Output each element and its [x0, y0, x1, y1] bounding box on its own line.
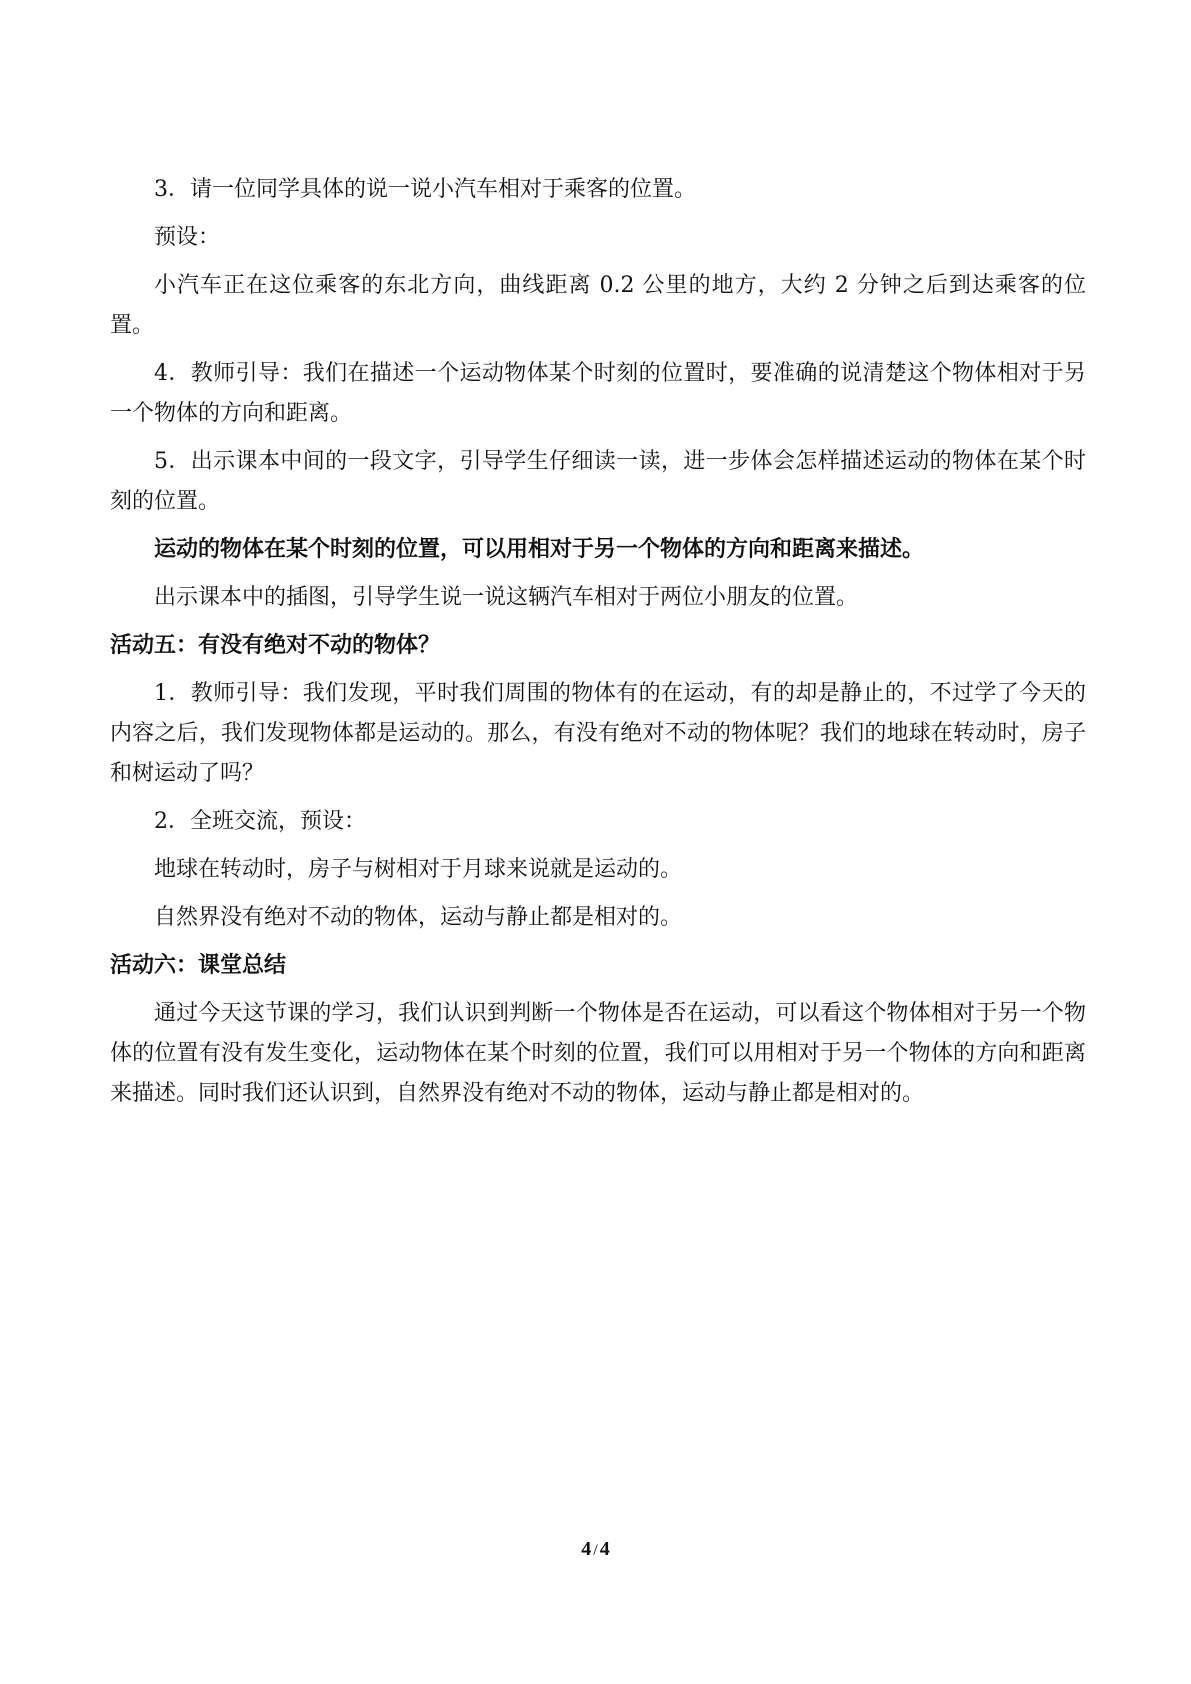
- paragraph-step-3: 3．请一位同学具体的说一说小汽车相对于乘客的位置。: [154, 177, 696, 202]
- heading-activity-5: 活动五：有没有绝对不动的物体？: [110, 633, 441, 658]
- current-page-number: 4: [581, 1538, 592, 1560]
- paragraph-preset-label: 预设：: [154, 225, 221, 250]
- heading-activity-6: 活动六：课堂总结: [110, 953, 287, 978]
- page-separator: /: [593, 1542, 598, 1559]
- paragraph-activity5-step-2: 2．全班交流，预设：: [154, 809, 366, 834]
- paragraph-key-statement: 运动的物体在某个时刻的位置，可以用相对于另一个物体的方向和距离来描述。: [154, 537, 925, 562]
- paragraph-activity5-answer-2: 自然界没有绝对不动的物体，运动与静止都是相对的。: [154, 905, 683, 930]
- paragraph-illustration: 出示课本中的插图，引导学生说一说这辆汽车相对于两位小朋友的位置。: [154, 585, 859, 610]
- paragraph-step-4: 4．教师引导：我们在描述一个运动物体某个时刻的位置时，要准确的说清楚这个物体相对于另一个物体的方向和距离。: [110, 361, 1086, 426]
- paragraph-summary: 通过今天这节课的学习，我们认识到判断一个物体是否在运动，可以看这个物体相对于另一个物体的位置有没有发生变化，运动物体在某个时刻的位置，我们可以用相对于另一个物体的方向和距离来描述。同时我们还认识到，自然界没有绝对不动的物体，运动与静止都是相对的。: [110, 1001, 1086, 1106]
- paragraph-preset-answer: 小汽车正在这位乘客的东北方向，曲线距离 0.2 公里的地方，大约 2 分钟之后到达乘客的位置。: [110, 273, 1086, 338]
- paragraph-step-5: 5．出示课本中间的一段文字，引导学生仔细读一读，进一步体会怎样描述运动的物体在某个时刻的位置。: [110, 449, 1086, 514]
- total-page-number: 4: [599, 1538, 610, 1560]
- paragraph-activity5-step-1: 1．教师引导：我们发现，平时我们周围的物体有的在运动，有的却是静止的，不过学了今天的内容之后，我们发现物体都是运动的。那么，有没有绝对不动的物体呢？我们的地球在转动时，房子和树运动了吗？: [110, 681, 1086, 786]
- page-number: [0, 1538, 1191, 1561]
- paragraph-activity5-answer-1: 地球在转动时，房子与树相对于月球来说就是运动的。: [154, 857, 683, 882]
- document-body: [110, 170, 1086, 1122]
